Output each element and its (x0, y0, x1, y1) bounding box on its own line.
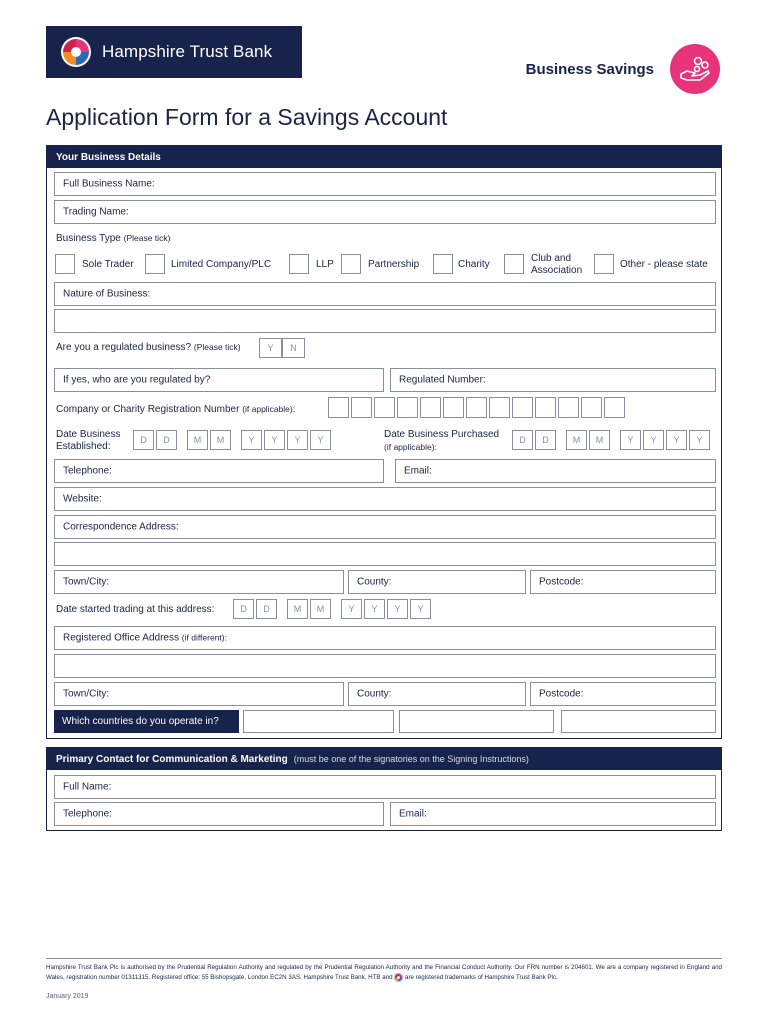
registration-digit-box[interactable] (512, 397, 533, 418)
town-label: Town/City: (63, 688, 110, 700)
date-established-label: Date Business Established: (56, 429, 121, 452)
contact-full-name-label: Full Name: (63, 781, 112, 793)
correspondence-address-field[interactable] (54, 515, 716, 539)
savings-hand-icon (670, 44, 720, 94)
month-box[interactable]: M (566, 430, 587, 450)
month-box[interactable]: M (210, 430, 231, 450)
corr-town-field[interactable] (54, 570, 344, 594)
regulated-question: Are you a regulated business? (Please tick) (56, 342, 241, 353)
type-other: Other - please state (620, 259, 708, 270)
postcode-label: Postcode: (539, 688, 584, 700)
type-limited-company: Limited Company/PLC (171, 259, 272, 270)
full-business-name-label: Full Business Name: (63, 178, 155, 190)
country-field-3[interactable] (561, 710, 716, 733)
nature-of-business-field[interactable] (54, 282, 716, 306)
year-box[interactable]: Y (643, 430, 664, 450)
country-field-1[interactable] (243, 710, 394, 733)
contact-full-name-field[interactable] (54, 775, 716, 799)
year-box[interactable]: Y (387, 599, 408, 619)
registration-digit-box[interactable] (328, 397, 349, 418)
county-label: County: (357, 688, 392, 700)
footer-divider (46, 958, 722, 959)
bank-logo (46, 26, 302, 78)
website-label: Website: (63, 493, 102, 505)
corr-county-field[interactable] (348, 570, 526, 594)
checkbox-other[interactable] (594, 254, 614, 274)
town-label: Town/City: (63, 576, 110, 588)
contact-email-label: Email: (399, 808, 427, 820)
month-box[interactable]: M (287, 599, 308, 619)
business-email-field[interactable] (395, 459, 716, 483)
registration-digit-box[interactable] (397, 397, 418, 418)
regulated-yes-box[interactable]: Y (259, 338, 282, 358)
type-charity: Charity (458, 259, 490, 270)
correspondence-address-line-2[interactable] (54, 542, 716, 566)
nature-of-business-label: Nature of Business: (63, 288, 151, 300)
regulated-by-label: If yes, who are you regulated by? (63, 374, 211, 386)
office-county-field[interactable] (348, 682, 526, 706)
month-box[interactable]: M (187, 430, 208, 450)
type-club-association: Club and Association (531, 253, 583, 276)
telephone-label: Telephone: (63, 465, 112, 477)
regulated-no-box[interactable]: N (282, 338, 305, 358)
year-box[interactable]: Y (241, 430, 262, 450)
registered-office-field[interactable] (54, 626, 716, 650)
registration-digit-box[interactable] (489, 397, 510, 418)
nature-of-business-line-2[interactable] (54, 309, 716, 333)
office-town-field[interactable] (54, 682, 344, 706)
year-box[interactable]: Y (341, 599, 362, 619)
footer-legal: Hampshire Trust Bank Plc is authorised by the Prudential Regulation Authority and regulated by the Prudential Regulation Authority and the Financial Conduct Authority. Our FRN number is 204601. We are a company registered in England and Wales, registration number 01311315. Registered office: 55 Bishopsgate, London EC2N 3AS. Hampshire Trust Bank, HTB and are registered trademarks of Hampshire Trust Bank Plc. (46, 964, 722, 982)
email-label: Email: (404, 465, 432, 477)
country-field-2[interactable] (399, 710, 554, 733)
trading-name-label: Trading Name: (63, 206, 129, 218)
regulated-number-label: Regulated Number: (399, 374, 486, 386)
countries-question-label: Which countries do you operate in? (54, 710, 239, 733)
year-box[interactable]: Y (689, 430, 710, 450)
type-llp: LLP (316, 259, 334, 270)
year-box[interactable]: Y (264, 430, 285, 450)
checkbox-charity[interactable] (433, 254, 453, 274)
htb-logo-icon (60, 36, 92, 68)
year-box[interactable]: Y (287, 430, 308, 450)
contact-telephone-label: Telephone: (63, 808, 112, 820)
corr-postcode-field[interactable] (530, 570, 716, 594)
date-purchased-label: Date Business Purchased (if applicable): (384, 429, 500, 452)
form-date: January 2019 (46, 993, 89, 1000)
registration-digit-box[interactable] (443, 397, 464, 418)
section-heading (47, 748, 721, 770)
section-heading (47, 146, 721, 168)
checkbox-llp[interactable] (289, 254, 309, 274)
regulated-by-field[interactable] (54, 368, 384, 392)
postcode-label: Postcode: (539, 576, 584, 588)
section-note: (must be one of the signatories on the Signing Instructions) (293, 754, 529, 764)
contact-email-field[interactable] (390, 802, 716, 826)
checkbox-sole-trader[interactable] (55, 254, 75, 274)
trading-name-field[interactable] (54, 200, 716, 224)
checkbox-partnership[interactable] (341, 254, 361, 274)
month-box[interactable]: M (310, 599, 331, 619)
type-partnership: Partnership (368, 259, 420, 270)
date-started-trading-label: Date started trading at this address: (56, 604, 215, 615)
day-box[interactable]: D (256, 599, 277, 619)
website-field[interactable] (54, 487, 716, 511)
product-label: Business Savings (525, 61, 654, 78)
registered-office-line-2[interactable] (54, 654, 716, 678)
section-title: Primary Contact for Communication & Marketing (56, 753, 288, 765)
day-box[interactable]: D (133, 430, 154, 450)
type-sole-trader: Sole Trader (82, 259, 134, 270)
year-box[interactable]: Y (666, 430, 687, 450)
section-title: Your Business Details (56, 151, 161, 163)
year-box[interactable]: Y (310, 430, 331, 450)
year-box[interactable]: Y (410, 599, 431, 619)
registration-digit-box[interactable] (558, 397, 579, 418)
day-box[interactable]: D (233, 599, 254, 619)
day-box[interactable]: D (156, 430, 177, 450)
year-box[interactable]: Y (364, 599, 385, 619)
registration-digit-box[interactable] (535, 397, 556, 418)
registration-digit-box[interactable] (351, 397, 372, 418)
day-box[interactable]: D (512, 430, 533, 450)
regulated-number-field[interactable] (390, 368, 716, 392)
registration-digit-box[interactable] (604, 397, 625, 418)
registered-office-label: Registered Office Address (if different): (63, 632, 227, 644)
year-box[interactable]: Y (620, 430, 641, 450)
registration-digit-box[interactable] (374, 397, 395, 418)
registration-number-label: Company or Charity Registration Number (if applicable): (56, 404, 296, 415)
month-box[interactable]: M (589, 430, 610, 450)
registration-digit-box[interactable] (420, 397, 441, 418)
day-box[interactable]: D (535, 430, 556, 450)
brand-name: Hampshire Trust Bank (102, 42, 273, 61)
htb-mark-icon (394, 973, 403, 982)
checkbox-limited-company[interactable] (145, 254, 165, 274)
business-telephone-field[interactable] (54, 459, 384, 483)
registration-digit-box[interactable] (581, 397, 602, 418)
full-business-name-field[interactable] (54, 172, 716, 196)
checkbox-club-association[interactable] (504, 254, 524, 274)
business-type-label: Business Type (Please tick) (56, 233, 171, 244)
county-label: County: (357, 576, 392, 588)
page-title: Application Form for a Savings Account (46, 104, 448, 130)
office-postcode-field[interactable] (530, 682, 716, 706)
contact-telephone-field[interactable] (54, 802, 384, 826)
correspondence-address-label: Correspondence Address: (63, 521, 179, 533)
registration-digit-box[interactable] (466, 397, 487, 418)
